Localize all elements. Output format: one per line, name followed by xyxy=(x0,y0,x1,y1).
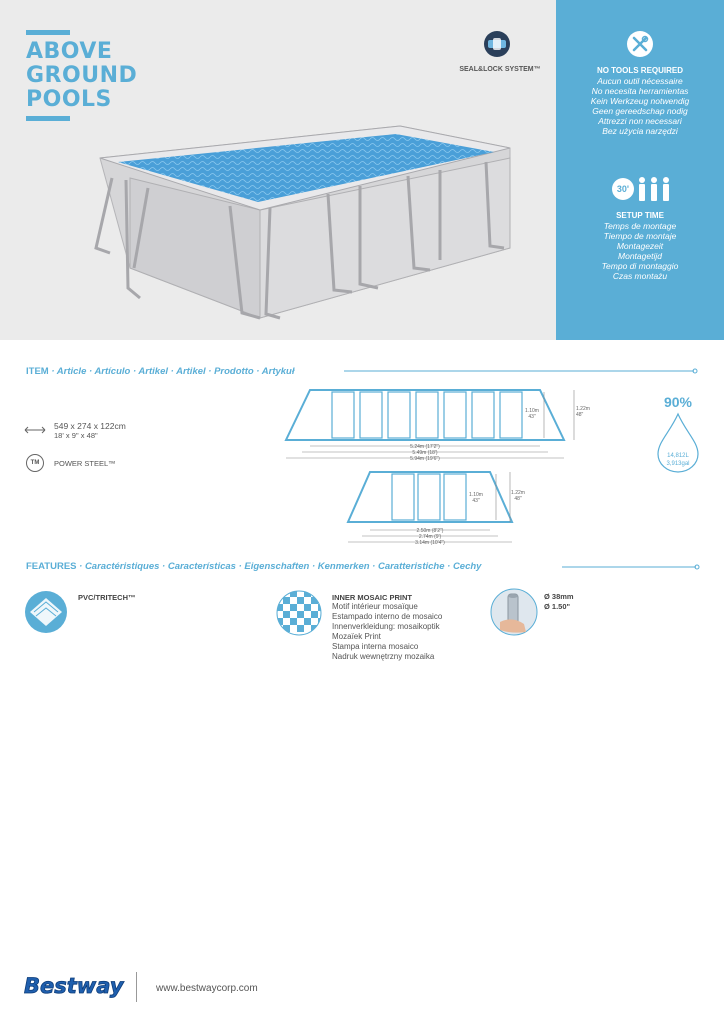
mosaic-line: Innenverkleidung: mosaikoptik xyxy=(332,622,440,631)
mosaic-line: Nadruk wewnętrzny mozaika xyxy=(332,652,435,661)
no-tools-line: Bez użycia narzędzi xyxy=(602,126,678,136)
setup-time-line: Montagetijd xyxy=(618,251,662,261)
short-dim-outer: 3.14m (10'4") xyxy=(415,540,445,546)
brand-name: Bestway xyxy=(24,974,124,998)
mosaic-print-icon xyxy=(276,590,322,636)
features-heading-translations: · Caractéristiques · Características · Eigenschaften · Kenmerken · Caratteristiche · Cechy xyxy=(76,561,482,572)
short-side-diagram xyxy=(340,468,540,552)
three-people-icon xyxy=(636,176,672,202)
mosaic-block xyxy=(332,593,442,662)
steel-pipe-icon xyxy=(490,588,538,636)
pipe-imperial: Ø 1.50" xyxy=(544,602,571,611)
setup-time-line: Czas montażu xyxy=(612,271,668,281)
setup-time-line: Montagezeit xyxy=(616,241,664,251)
long-dim-outer: 5.94m (19'6") xyxy=(410,456,440,462)
mosaic-line: Stampa interna mosaico xyxy=(332,642,419,651)
item-heading-rule xyxy=(344,366,700,376)
setup-time-badge: 30' xyxy=(612,178,634,200)
title-top-bar xyxy=(26,30,70,35)
pvc-tritech-label: PVC/TRITECH™ xyxy=(78,593,136,602)
short-height-outer-imperial: 48" xyxy=(514,496,522,502)
no-tools-heading: NO TOOLS REQUIRED xyxy=(596,66,684,75)
power-steel-badge: TM xyxy=(26,454,44,472)
long-dim-inner: 5.24m (17'2") xyxy=(410,444,440,450)
capacity-liters: 14,812L xyxy=(667,453,689,459)
mosaic-line: Motif intérieur mosaïque xyxy=(332,602,418,611)
setup-time-heading: SETUP TIME xyxy=(616,211,664,220)
capacity-gallons: 3,913gal xyxy=(666,461,690,467)
title-line-1: ABOVE xyxy=(26,39,113,64)
size-arrow-icon xyxy=(24,426,46,434)
title-line-3: POOLS xyxy=(26,87,112,112)
title-line-2: GROUND xyxy=(26,63,138,88)
size-block xyxy=(54,421,126,441)
bestway-logo xyxy=(24,974,123,998)
website-link[interactable]: www.bestwaycorp.com xyxy=(156,983,258,994)
features-heading-main: FEATURES xyxy=(26,561,77,572)
short-height-inner-imperial: 43" xyxy=(472,498,480,504)
pvc-tritech-icon xyxy=(24,590,68,634)
no-tools-line: Attrezzi non necessari xyxy=(598,116,682,126)
no-tools-line: Kein Werkzeug notwendig xyxy=(590,96,690,106)
pipe-block xyxy=(544,592,574,612)
short-dim-mid: 2.74m (9') xyxy=(418,534,442,540)
long-height-outer-imperial: 48" xyxy=(576,412,584,418)
item-heading-main: ITEM xyxy=(26,366,49,377)
item-heading-translations: · Article · Artículo · Artikel · Artikel · Prodotto · Artykuł xyxy=(48,366,295,377)
no-tools-line: Geen gereedschap nodig xyxy=(592,106,688,116)
long-height-inner-imperial: 43" xyxy=(528,414,536,420)
capacity-block xyxy=(650,452,706,468)
short-height-inner: 1.10m xyxy=(469,492,483,498)
no-tools-icon xyxy=(626,30,654,58)
short-height-outer: 1.22m xyxy=(511,490,525,496)
pipe-metric: Ø 38mm xyxy=(544,592,574,601)
setup-time-line: Tiempo de montaje xyxy=(603,231,677,241)
long-dim-mid: 5.49m (18') xyxy=(412,450,438,456)
mosaic-heading: INNER MOSAIC PRINT xyxy=(332,593,413,602)
setup-time-line: Tempo di montaggio xyxy=(601,261,679,271)
setup-time-line: Temps de montage xyxy=(603,221,677,231)
features-heading xyxy=(26,561,481,572)
long-side-diagram xyxy=(282,384,602,466)
pool-illustration xyxy=(90,118,520,328)
size-metric: 549 x 274 x 122cm xyxy=(54,421,126,431)
no-tools-block xyxy=(556,66,724,136)
features-heading-rule xyxy=(562,562,702,572)
title-bottom-bar xyxy=(26,116,70,121)
seal-lock-label: SEAL&LOCK SYSTEM™ xyxy=(459,66,541,73)
item-heading xyxy=(26,366,295,377)
no-tools-line: No necesita herramientas xyxy=(591,86,689,96)
long-height-inner: 1.10m xyxy=(525,408,539,414)
mosaic-line: Mozaïek Print xyxy=(332,632,381,641)
power-steel-label: POWER STEEL™ xyxy=(54,459,116,468)
footer-divider xyxy=(136,972,137,1002)
seal-lock-icon xyxy=(482,30,512,58)
fill-percent: 90% xyxy=(663,394,693,410)
setup-time-block xyxy=(556,211,724,281)
page-title xyxy=(26,40,137,112)
size-imperial: 18' x 9'' x 48" xyxy=(54,431,98,440)
long-height-outer: 1.22m xyxy=(576,406,590,412)
mosaic-line: Estampado interno de mosaico xyxy=(332,612,443,621)
no-tools-line: Aucun outil nécessaire xyxy=(597,76,683,86)
short-dim-inner: 2.50m (8'2") xyxy=(416,528,444,534)
